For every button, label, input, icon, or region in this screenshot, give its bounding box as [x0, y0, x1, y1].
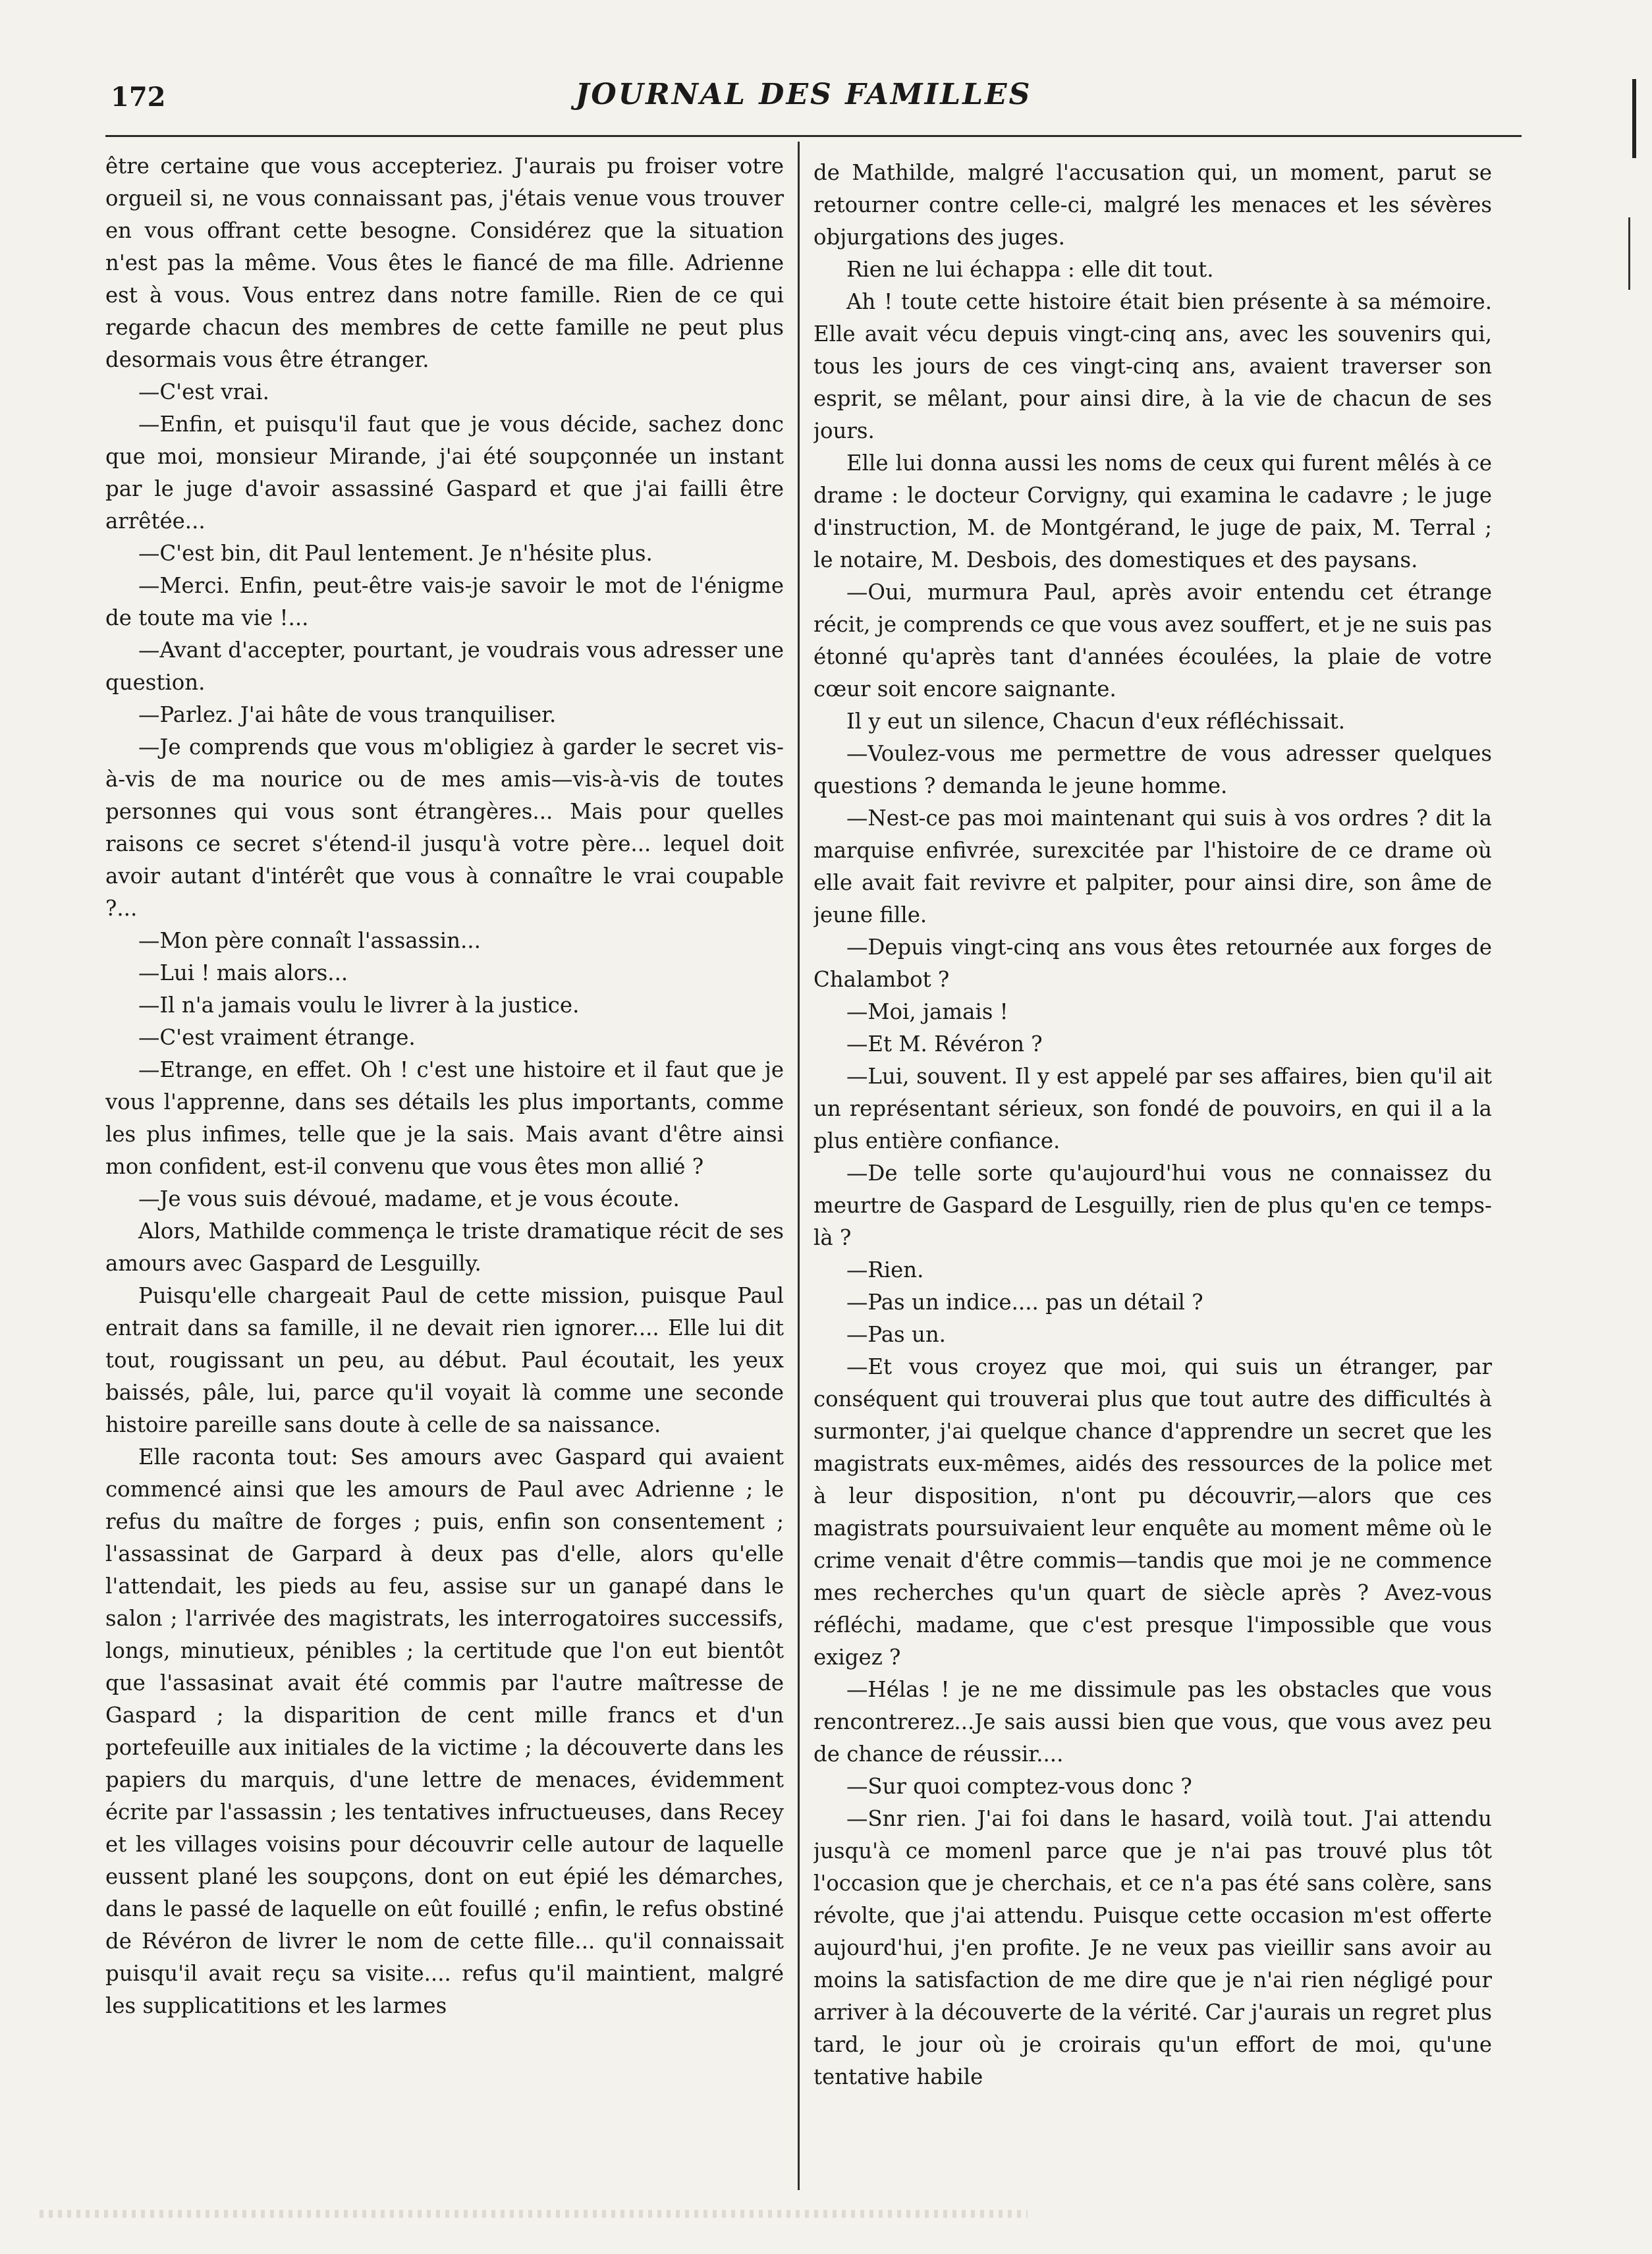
paragraph: —Sur quoi comptez-vous donc ? — [846, 1774, 1192, 1799]
paragraph: —Moi, jamais ! — [846, 999, 1008, 1024]
journal-title: JOURNAL DES FAMILLES — [575, 78, 1032, 111]
paragraph: —Depuis vingt-cinq ans vous êtes retournée aux forges de Chalambot ? — [813, 935, 1492, 992]
margin-mark — [1632, 79, 1636, 158]
paragraph: —Enfin, et puisqu'il faut que je vous décide, sachez donc que moi, monsieur Mirande, j'ai été soupçonnée un instant par le juge d'avoir assassiné Gaspard et que j'ai failli être arrêtée... — [105, 412, 784, 534]
margin-mark — [1628, 217, 1630, 290]
paragraph: Elle lui donna aussi les noms de ceux qui furent mêlés à ce drame : le docteur Corvigny, qui examina le cadavre ; le juge d'instruction, M. de Montgérand, le juge de paix, M. Terral ; le notaire, M. Desbois, des domestiques et des paysans. — [813, 451, 1492, 572]
paragraph: —Il n'a jamais voulu le livrer à la justice. — [138, 993, 580, 1018]
paragraph: Ah ! toute cette histoire était bien présente à sa mémoire. Elle avait vécu depuis vingt-cinq ans, avec les souvenirs qui, tous les jours de ces vingt-cinq ans, avaient traverser son esprit, se mêlant, pour ainsi dire, à la vie de chacun de ses jours. — [813, 289, 1492, 443]
paragraph: —Nest-ce pas moi maintenant qui suis à vos ordres ? dit la marquise enfivrée, surexcitée par l'histoire de ce drame où elle avait fait revivre et palpiter, pour ainsi dire, son âme de jeune fille. — [813, 806, 1492, 927]
paragraph: Alors, Mathilde commença le triste dramatique récit de ses amours avec Gaspard de Lesguilly. — [105, 1219, 784, 1276]
page-header — [105, 78, 1502, 124]
paragraph: —C'est vraiment étrange. — [138, 1025, 416, 1050]
paragraph: —Je comprends que vous m'obligiez à garder le secret vis-à-vis de ma nourice ou de mes amis—vis-à-vis de toutes personnes qui vous sont étrangères... Mais pour quelles raisons ce secret s'étend-il jusqu'à votre père... lequel doit avoir autant d'intérêt que vous à connaître le vrai coupable ?... — [105, 734, 784, 921]
paragraph: —Oui, murmura Paul, après avoir entendu cet étrange récit, je comprends ce que vous avez souffert, et je ne suis pas étonné qu'après tant d'années écoulées, la plaie de votre cœur soit encore saignante. — [813, 580, 1492, 701]
paragraph: —Mon père connaît l'assassin... — [138, 928, 481, 953]
paragraph: —Et M. Révéron ? — [846, 1031, 1043, 1057]
paragraph: —Parlez. J'ai hâte de vous tranquiliser. — [138, 702, 557, 727]
column-divider — [798, 142, 800, 2190]
paragraph: —Pas un indice.... pas un détail ? — [846, 1290, 1203, 1315]
paragraph: —Lui ! mais alors... — [138, 960, 348, 985]
paragraph: Elle raconta tout: Ses amours avec Gaspard qui avaient commencé ainsi que les amours de Paul avec Adrienne ; le refus du maître de forges ; puis, enfin son consentement ; l'assassinat de Garpard à deux pas d'elle, alors qu'elle l'attendait, les pieds au feu, assise sur un ganapé dans le salon ; l'arrivée des magistrats, les interrogatoires successifs, longs, minutieux, pénibles ; la certitude que l'on eut bientôt que l'assasinat avait été commis par l'autre maîtresse de Gaspard ; la disparition de cent mille francs et d'un portefeuille aux initiales de la victime ; la découverte dans les papiers du marquis, d'une lettre de menaces, évidemment écrite par l'assassin ; les tentatives infructueuses, dans Recey et les villages voisins pour découvrir celle autour de laquelle eussent plané les soupçons, dont on eut épié les démarches, dans le passé de laquelle on eût fouillé ; enfin, le refus obstiné de Révéron de livrer le nom de cette fille... qu'il connaissait puisqu'il avait reçu sa visite.... refus qu'il maintient, malgré les supplicatitions et les larmes — [105, 1444, 784, 2018]
paragraph: être certaine que vous accepteriez. J'aurais pu froiser votre orgueil si, ne vous connaissant pas, j'étais venue vous trouver en vous offrant cette besogne. Considérez que la situation n'est pas la même. Vous êtes le fiancé de ma fille. Adrienne est à vous. Vous entrez dans notre famille. Rien de ce qui regarde chacun des membres de cette famille ne peut plus desormais vous être étranger. — [105, 153, 784, 372]
paragraph: Rien ne lui échappa : elle dit tout. — [846, 257, 1214, 282]
page-number: 172 — [111, 82, 166, 113]
paragraph: Puisqu'elle chargeait Paul de cette mission, puisque Paul entrait dans sa famille, il ne devait rien ignorer.... Elle lui dit tout, rougissant un peu, au début. Paul écoutait, les yeux baissés, pâle, lui, parce qu'il voyait là comme une seconde histoire pareille sans doute à celle de sa naissance. — [105, 1283, 784, 1437]
paragraph: —Avant d'accepter, pourtant, je voudrais vous adresser une question. — [105, 638, 784, 695]
paragraph: —Lui, souvent. Il y est appelé par ses affaires, bien qu'il ait un représentant sérieux, son fondé de pouvoirs, en qui il a la plus entière confiance. — [813, 1064, 1492, 1153]
paragraph: de Mathilde, malgré l'accusation qui, un moment, parut se retourner contre celle-ci, malgré les menaces et les sévères objurgations des juges. — [813, 160, 1492, 250]
scan-artifact — [40, 2210, 1028, 2218]
header-rule — [105, 135, 1522, 137]
paragraph: —Et vous croyez que moi, qui suis un étranger, par conséquent qui trouverai plus que tout autre des difficultés à surmonter, j'ai quelque chance d'apprendre un secret que les magistrats eux-mêmes, aidés des ressources de la police met à leur disposition, n'ont pu découvrir,—alors que ces magistrats poursuivaient leur enquête au moment même où le crime venait d'être commis—tandis que moi je ne commence mes recherches qu'un quart de siècle après ? Avez-vous réfléchi, madame, que c'est presque l'impossible que vous exigez ? — [813, 1354, 1492, 1670]
paragraph: —Rien. — [846, 1257, 924, 1282]
paragraph: —Voulez-vous me permettre de vous adresser quelques questions ? demanda le jeune homme. — [813, 741, 1492, 798]
paragraph: —Hélas ! je ne me dissimule pas les obstacles que vous rencontrerez...Je sais aussi bien que vous, que vous avez peu de chance de réussir.... — [813, 1677, 1492, 1767]
right-column — [813, 157, 1492, 2185]
paragraph: —C'est vrai. — [138, 379, 269, 404]
paragraph: —Snr rien. J'ai foi dans le hasard, voilà tout. J'ai attendu jusqu'à ce momenl parce que je n'ai pas trouvé plus tôt l'occasion que je cherchais, et ce n'a pas été sans colère, sans révolte, que j'ai attendu. Puisque cette occasion m'est offerte aujourd'hui, j'en profite. Je ne veux pas vieillir sans avoir au moins la satisfaction de me dire que je n'ai rien négligé pour arriver à la découverte de la vérité. Car j'aurais un regret plus tard, le jour où je croirais qu'un effort de moi, qu'une tentative habile — [813, 1806, 1492, 2089]
paragraph: —Je vous suis dévoué, madame, et je vous écoute. — [138, 1186, 680, 1211]
paragraph: —C'est bin, dit Paul lentement. Je n'hésite plus. — [138, 541, 653, 566]
paragraph: —Merci. Enfin, peut-être vais-je savoir le mot de l'énigme de toute ma vie !... — [105, 573, 784, 630]
paragraph: Il y eut un silence, Chacun d'eux réfléchissait. — [846, 709, 1346, 734]
paragraph: —Pas un. — [846, 1322, 946, 1347]
left-column — [105, 150, 784, 2179]
paragraph: —De telle sorte qu'aujourd'hui vous ne connaissez du meurtre de Gaspard de Lesguilly, rien de plus qu'en ce temps-là ? — [813, 1161, 1492, 1250]
paragraph: —Etrange, en effet. Oh ! c'est une histoire et il faut que je vous l'apprenne, dans ses détails les plus importants, comme les plus infimes, telle que je la sais. Mais avant d'être ainsi mon confident, est-il convenu que vous êtes mon allié ? — [105, 1057, 784, 1179]
